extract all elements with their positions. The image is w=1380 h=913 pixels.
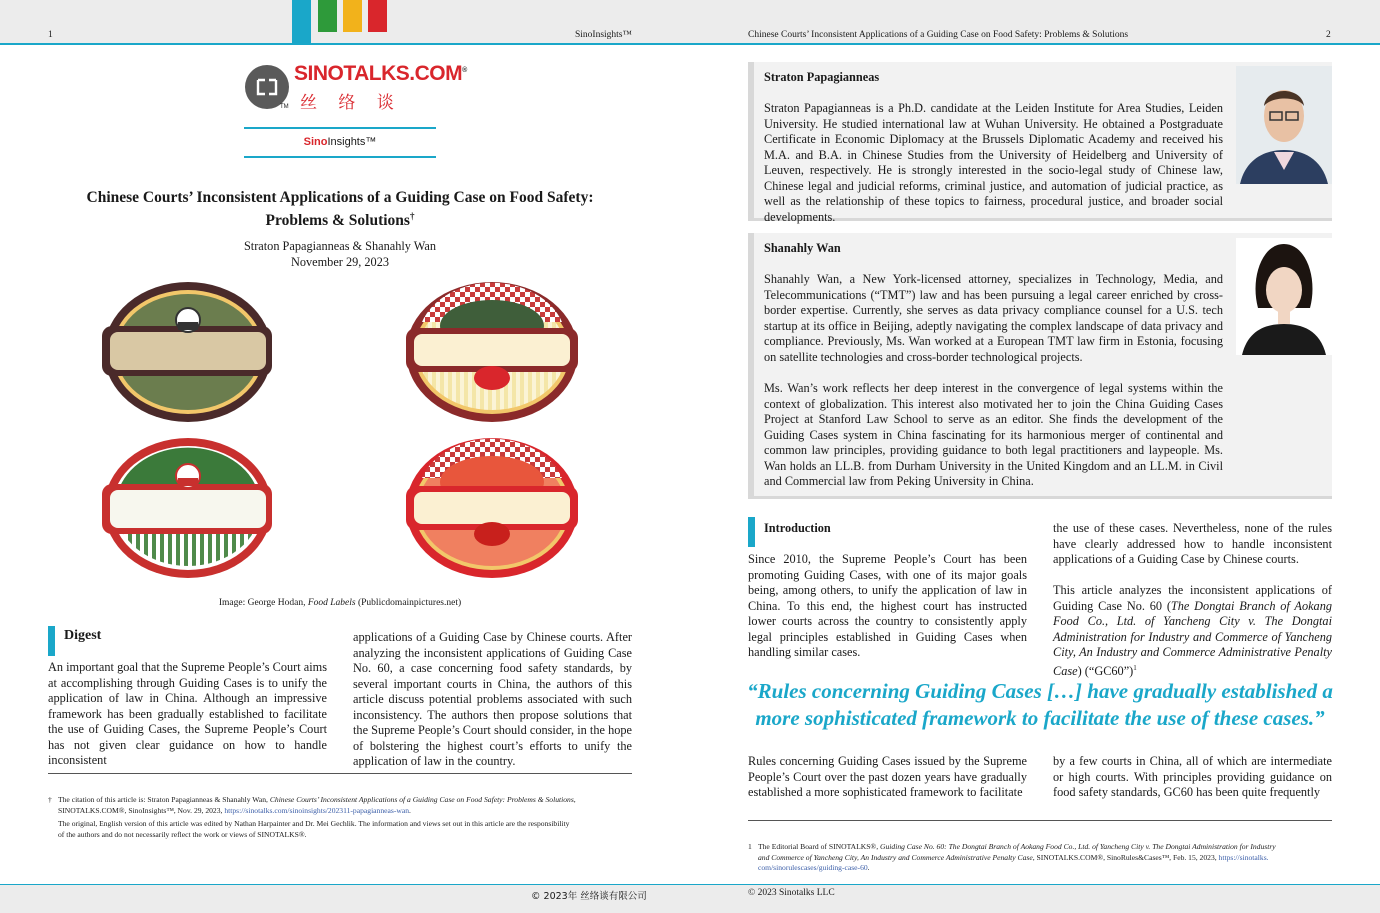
digest-column-2: applications of a Guiding Case by Chinese courts. After analyzing the inconsistent applications of Guiding Case No. 60, a case concerning food safety standards, by several important courts in China, the authors of this article discuss potential problems associated with such inconsistency. The authors then propose solutions that the Supreme People’s Court should consider, in the hope of bolstering the highest court’s efforts to unify the application of law in the country. <box>353 630 632 768</box>
footnote-rule-left <box>48 773 632 774</box>
image-caption: Image: George Hodan, Food Labels (Publicdomainpictures.net) <box>218 598 462 608</box>
pull-quote: “Rules concerning Guiding Cases […] have gradually established a more sophisticated framework to facilitate the use of these cases.” <box>747 679 1333 730</box>
subbrand-label: SinoInsights™ <box>303 136 377 148</box>
intro-column-1: Since 2010, the Supreme People’s Court has been promoting Guiding Cases, with one of its major goals being, among others, to unify the application of law in China. To this end, the highest court has instructed lower courts across the country to consistently apply legal principles established in Guiding Cases when handling similar cases. <box>748 552 1027 659</box>
footer-rule <box>0 884 1380 885</box>
subbrand-rule-top <box>244 127 436 129</box>
footer-bar <box>0 884 1380 913</box>
bio1-photo <box>1236 66 1332 184</box>
sinotalks-logo <box>244 62 467 114</box>
food-label-chef-green <box>102 282 272 422</box>
color-tab-green <box>318 0 337 32</box>
article-title: Chinese Courts’ Inconsistent Applications of a Guiding Case on Food Safety: Problems & Solutions† <box>86 189 594 230</box>
bio2-photo <box>1236 238 1332 355</box>
digest-heading: Digest <box>64 628 102 643</box>
footer-right: © 2023 Sinotalks LLC <box>748 888 835 898</box>
article-date: November 29, 2023 <box>290 255 389 269</box>
citation-link[interactable]: https://sinotalks.com/sinoinsights/202311-papagianneas-wan <box>224 805 410 815</box>
intro-heading: Introduction <box>764 521 831 535</box>
guiding-case-link-cont[interactable]: com/sinorulescases/guiding-case-60 <box>758 863 868 872</box>
bio2-name: Shanahly Wan <box>764 241 841 255</box>
article-authors: Straton Papagianneas & Shanahly Wan <box>243 239 437 253</box>
bio-panel-edge-1 <box>748 62 754 220</box>
header-bar <box>0 0 1380 44</box>
bio2-text-2: Ms. Wan’s work reflects her deep interest in the convergence of legal systems within the context of globalization. This interest also motivated her to join the China Guiding Cases Project at Stanford Law School to serve as an editor. She finds the development of the Guiding Cases system in China fascinating for its harmonious merger of continental and common law principles, providing guidance to both legal practitioners and laypeople. Ms. Wan holds an LL.B. from Durham University in the United Kingdom and an LL.M. in Civil and Commercial law from Peking University in China. <box>764 381 1223 488</box>
left-running-head: SinoInsights™ <box>575 30 632 40</box>
bio1-name: Straton Papagianneas <box>764 70 880 84</box>
color-tab-yellow <box>343 0 362 32</box>
bio2-text-1: Shanahly Wan, a New York-licensed attorney, specializes in Technology, Media, and Telecommunications (“TMT”) law and has been pursuing a legal career enriched by cross-border expertise. Currently, she serves as data privacy compliance counsel for a U.S. tech startup at its office in Beijing, adeptly navigating the complex landscape of data privacy and compliance. Previously, Ms. Wan worked at a European TMT law firm in Estonia, focusing on satellite technologies and cross-border technological projects. <box>764 272 1223 364</box>
continued-column-2: by a few courts in China, all of which are intermediate or high courts. With principles providing guidance on food safety standards, GC60 has been quite frequently <box>1053 754 1332 799</box>
left-page-number: 1 <box>48 30 53 40</box>
footnote-rule-right <box>748 820 1332 821</box>
food-label-tomato-red <box>406 438 578 578</box>
right-running-head: Chinese Courts’ Inconsistent Applications of a Guiding Case on Food Safety: Problems & Solutions <box>748 30 1129 40</box>
bio-panel-edge-2 <box>748 233 754 497</box>
logo-wordmark: SINOTALKS.COM® <box>294 62 467 85</box>
intro-column-2b: This article analyzes the inconsistent applications of Guiding Case No. 60 (The Dongtai Branch of Aokang Food Co., Ltd. of Yancheng City v. The Dongtai Administration for Industry and Commerce of Yancheng City, An Industry and Commerce Administrative Penalty Case) (“GC60”)$^1$ <box>1053 583 1332 678</box>
food-label-tomato-checker <box>406 282 578 422</box>
bio1-text: Straton Papagianneas is a Ph.D. candidate at the Leiden Institute for Area Studies, Leiden University. He studied international law at Wuhan University. He obtained a Postgraduate Certificate in Economic Diplomacy at the Brussels Diplomatic Academy and received his M.A. and B.A. in Chinese Studies from the University of Heidelberg and University of Leuven, respectively. He is strongly interested in the socio-legal study of Chinese law, Chinese legal and judicial reforms, criminal justice, and automation of judicial practice, as well as the relationship of these topics to fairness, procedural justice, and broader social developments. <box>764 101 1223 224</box>
continued-column-1: Rules concerning Guiding Cases issued by the Supreme People’s Court over the past dozen years have gradually established a more sophisticated framework to facilitate <box>748 754 1027 799</box>
right-page-number: 2 <box>1326 30 1331 40</box>
header-rule <box>0 43 1380 45</box>
digest-column-1: An important goal that the Supreme People’s Court aims at accomplishing through Guiding Cases is to unify the application of law in China. Although an impressive framework has been gradually established to facilitate the use of Guiding Cases, the Supreme People’s Court has not given clear guidance on how to handle inconsistent <box>48 660 327 767</box>
footer-left: © 2023年 丝络谈有限公司 <box>531 891 647 902</box>
logo-tm: TM <box>280 104 289 110</box>
color-tab-blue <box>292 0 311 44</box>
intro-accent-bar <box>748 517 755 547</box>
color-tab-red <box>368 0 387 32</box>
guiding-case-link[interactable]: https://sinotalks. <box>1218 852 1269 862</box>
subbrand-rule-bottom <box>244 156 436 158</box>
footnote-right: 1 The Editorial Board of SINOTALKS®, Guiding Case No. 60: The Dongtai Branch of Aokang Food Co., Ltd. of Yancheng City v. The Dongtai Administration for Industry and Commerce of Yancheng City, An Industry and Commerce Administrative Penalty Case, SINOTALKS.COM®, SinoRules&Cases™, Feb. 15, 2023, https://sinotalks. com/sinorulescases/guiding-case-60. <box>748 842 1276 872</box>
food-label-chef-red <box>102 438 272 578</box>
food-labels-image <box>100 282 580 582</box>
logo-chinese: 丝 络 谈 <box>300 93 402 113</box>
bio-panel-bottom-2 <box>748 496 1332 499</box>
footnote-left: † The citation of this article is: Straton Papagianneas & Shanahly Wan, Chinese Courts’ Inconsistent Applications of a Guiding Case on Food Safety: Problems & Solutions, SINOTALKS.COM®, SinoInsights™, Nov. 29, 2023, https://sinotalks.com/sinoinsights/202311-papagianneas-wan. The original, English version of this article was edited by Nathan Harpainter and Dr. Mei Gechlik. The information and views set out in this article are the responsibility of the authors and do not necessarily reflect the work or views of SINOTALKS®. <box>48 795 576 839</box>
digest-accent-bar <box>48 626 55 656</box>
intro-column-2a: the use of these cases. Nevertheless, none of the rules have clearly addressed how to handle inconsistent applications of a Guiding Case by Chinese courts. <box>1053 521 1332 566</box>
